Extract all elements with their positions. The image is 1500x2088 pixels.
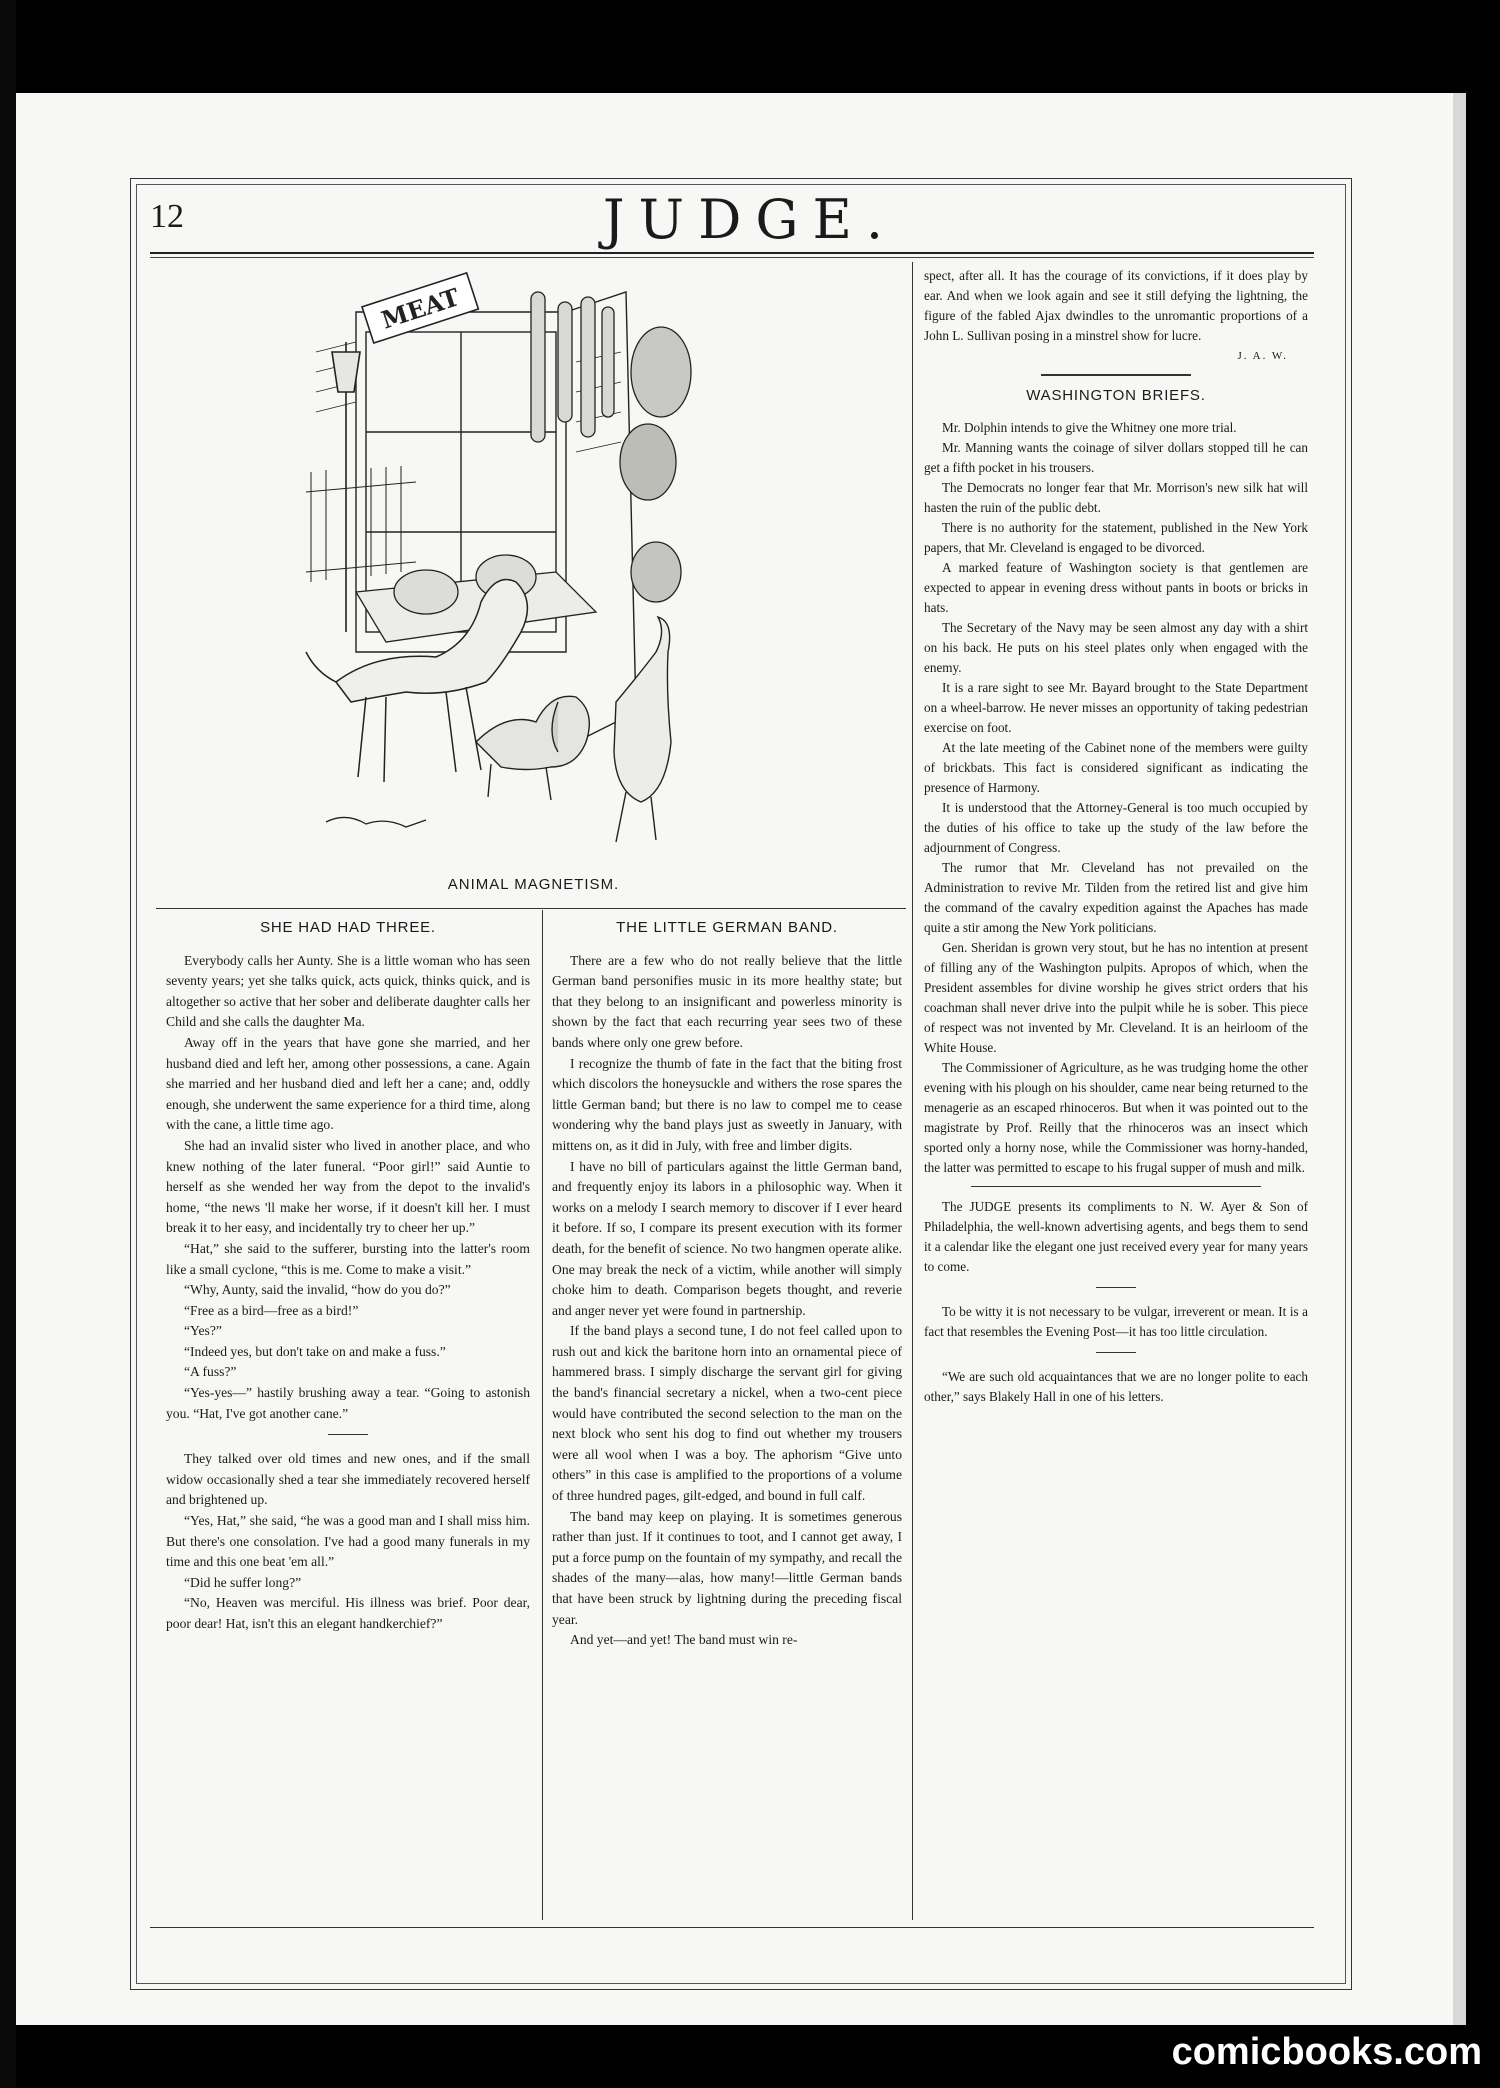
scan-border: [0, 0, 16, 2088]
closing-item: The JUDGE presents its compliments to N. W. Ayer & Son of Philadelphia, the well-known advertising agents, and begs them to send it a calendar like the elegant one just received every year for many years to come.: [924, 1199, 1308, 1274]
paragraph: “Hat,” she said to the sufferer, bursting into the latter's room like a small cyclone, “this is me. Come to make a visit.”: [166, 1240, 530, 1277]
paragraph: “No, Heaven was merciful. His illness was brief. Poor dear, poor dear! Hat, isn't this an elegant handkerchief?”: [166, 1595, 530, 1631]
site-watermark: comicbooks.com: [1171, 2031, 1482, 2073]
german-band-continuation: spect, after all. It has the courage of its convictions, if it does play by ear. And when we look again and see it still defying the lightning, the figure of the fabled Ajax dwindles to the unromantic proportions of a John L. Sullivan posing in a minstrel show for lucre.: [924, 268, 1308, 343]
paragraph: “Why, Aunty, said the invalid, “how do you do?”: [184, 1282, 451, 1298]
brief-item: The Commissioner of Agriculture, as he was trudging home the other evening with his plough on his shoulder, came near being returned to the menagerie as an escaped rhinoceros. But when it was pointed out to the magistrate by Prof. Reilly that the rhinoceros was an insect which sported only a horny nose, while the Commissioner was horny-handed, the latter was permitted to escape to his frugal supper of mush and milk.: [924, 1060, 1308, 1175]
brief-item: It is a rare sight to see Mr. Bayard brought to the State Department on a wheel-barrow. He never misses an opportunity of taking pedestrian exercise on foot.: [924, 680, 1308, 735]
header-rule-thin: [150, 257, 1314, 258]
headline-she-had-had-three: SHE HAD HAD THREE.: [260, 919, 436, 936]
section-break: [1096, 1352, 1136, 1353]
header-rule: [150, 252, 1314, 254]
paragraph: “A fuss?”: [184, 1364, 237, 1380]
brief-item: A marked feature of Washington society is that gentlemen are expected to appear in evening dress without pants in boots or bricks in hats.: [924, 560, 1308, 615]
closing-item: To be witty it is not necessary to be vulgar, irreverent or mean. It is a fact that resembles the Evening Post—it has too little circulation.: [924, 1304, 1308, 1339]
brief-item: The rumor that Mr. Cleveland has not prevailed on the Administration to revive Mr. Tilden from the retired list and give him the command of the cavalry expedition against the Apaches has made quite a stir among the New York politicians.: [924, 860, 1308, 935]
page-number: 12: [150, 198, 184, 235]
meat-sign-text: MEAT: [377, 282, 463, 335]
headline-little-german-band: THE LITTLE GERMAN BAND.: [616, 919, 838, 936]
paragraph: “Did he suffer long?”: [184, 1574, 302, 1590]
brief-item: Mr. Manning wants the coinage of silver dollars stopped till he can get a fifth pocket in his trousers.: [924, 440, 1308, 475]
section-rule: [971, 1186, 1261, 1187]
brief-item: The Democrats no longer fear that Mr. Morrison's new silk hat will hasten the ruin of the public debt.: [924, 480, 1308, 515]
article-little-german-band: [552, 918, 902, 1651]
animal-magnetism-illustration: [296, 272, 771, 852]
paragraph: She had an invalid sister who lived in another place, and who knew nothing of the later funeral. “Poor girl!” said Auntie to herself as she wended her way from the depot to the invalid's home, “the news 'll make her worse, if it doesn't kill her. I must break it to her easy, and incidentally try to cheer her up.”: [166, 1137, 530, 1236]
paragraph: And yet—and yet! The band must win re-: [570, 1632, 798, 1648]
section-rule-short: [1041, 374, 1191, 376]
article-she-had-had-three: [166, 918, 530, 1635]
masthead-title: JUDGE.: [602, 188, 898, 251]
brief-item: The Secretary of the Navy may be seen almost any day with a shirt on his back. He puts on his steel plates only when engaged with the enemy.: [924, 620, 1308, 675]
paragraph: There are a few who do not really believe that the little German band personifies music in its more healthy state; but that they belong to an insignificant and powerless minority is shown by the fact that each recurring year sees two of these bands where only one grew before.: [552, 952, 902, 1050]
paragraph: “Indeed yes, but don't take on and make a fuss.”: [184, 1343, 446, 1359]
right-column: [924, 266, 1308, 1407]
footer-rule: [150, 1927, 1314, 1928]
paragraph: The band may keep on playing. It is sometimes generous rather than just. If it continues to toot, and I cannot get away, I put a force pump on the fountain of my sympathy, and recall the shades of the many—alas, how many!—little German bands that have been struck by lightning during the preceding fiscal year.: [552, 1508, 902, 1627]
illustration-caption: ANIMAL MAGNETISM.: [447, 876, 620, 893]
paragraph: “Yes?”: [184, 1323, 222, 1339]
column-divider-1: [542, 910, 543, 1920]
brief-item: At the late meeting of the Cabinet none of the members were guilty of brickbats. This fact is considered significant as indicating the presence of Harmony.: [924, 740, 1308, 795]
page-edge-shadow: [1453, 93, 1466, 2025]
paragraph: If the band plays a second tune, I do not feel called upon to rush out and kick the baritone horn into an ornamental piece of hammered brass. I simply discharge the servant girl for giving the band's financial secretary a nickel, when a two-cent piece would have contributed the second selection to the man on the next block who sent his dog to find out whether my trousers were all wool when I was a boy. The aphorism “Give unto others” in this case is amplified to the proportions of a volume of three hundred pages, gilt-edged, and bound in full calf.: [552, 1323, 902, 1504]
section-rule: [156, 908, 906, 909]
brief-item: Gen. Sheridan is grown very stout, but he has no intention at present of filling any of the Washington pulpits. Apropos of which, when the President assembles for divine worship he gives strict orders that his coachman shall never drive into the pulpit while he is sober. This piece of respect was not invented by Mr. Cleveland. It is an heirloom of the White House.: [924, 940, 1308, 1055]
section-break: [1096, 1287, 1136, 1288]
section-break: [328, 1434, 368, 1435]
paragraph: I recognize the thumb of fate in the fact that the biting frost which discolors the honeysuckle and withers the rose spares the little German band; but there is no law to compel me to cease wondering why the band plays just as sweetly in January, with mittens on, as it did in July, with free and limber digits.: [552, 1055, 902, 1153]
closing-item: “We are such old acquaintances that we are no longer polite to each other,” says Blakely Hall in one of his letters.: [924, 1369, 1308, 1404]
paragraph: I have no bill of particulars against the little German band, and frequently enjoy its labors in a philosophic way. When it works on a melody I search memory to discover if I ever heard it before. If so, I compare its present execution with its former death, for the benefit of science. No two hangmen operate alike. One may break the neck of a victim, while another will simply choke him to death. Comparison begets thought, and reverie and anger never yet were found in partnership.: [552, 1158, 902, 1318]
paragraph: They talked over old times and new ones, and if the small widow occasionally shed a tear she immediately recovered herself and brightened up.: [166, 1451, 530, 1508]
paragraph: Away off in the years that have gone she married, and her husband died and left her, among other possessions, a cane. Again she married and her husband died and left her a cane; and, oddly enough, she underwent the same experience for a third time, along with the cane, a little time ago.: [166, 1034, 530, 1133]
paragraph: “Yes-yes—” hastily brushing away a tear. “Going to astonish you. “Hat, I've got another cane.”: [166, 1385, 530, 1421]
paragraph: Everybody calls her Aunty. She is a little woman who has seen seventy years; yet she talks quick, acts quick, thinks quick, and is altogether so active that her sober and deliberate daughter calls her Child and she calls the daughter Ma.: [166, 952, 530, 1030]
paragraph: “Yes, Hat,” she said, “he was a good man and I shall miss him. But there's one consolation. I've had a good many funerals in my time and this one beat 'em all.”: [166, 1513, 530, 1570]
brief-item: It is understood that the Attorney-General is too much occupied by the duties of his office to take up the study of the law before the adjournment of Congress.: [924, 800, 1308, 855]
column-divider-2: [912, 262, 913, 1920]
paragraph: “Free as a bird—free as a bird!”: [184, 1302, 359, 1318]
headline-washington-briefs: WASHINGTON BRIEFS.: [1026, 387, 1206, 404]
brief-item: Mr. Dolphin intends to give the Whitney one more trial.: [942, 420, 1237, 435]
brief-item: There is no authority for the statement, published in the New York papers, that Mr. Cleveland is engaged to be divorced.: [924, 520, 1308, 555]
author-signature: J. A. W.: [1237, 350, 1288, 362]
